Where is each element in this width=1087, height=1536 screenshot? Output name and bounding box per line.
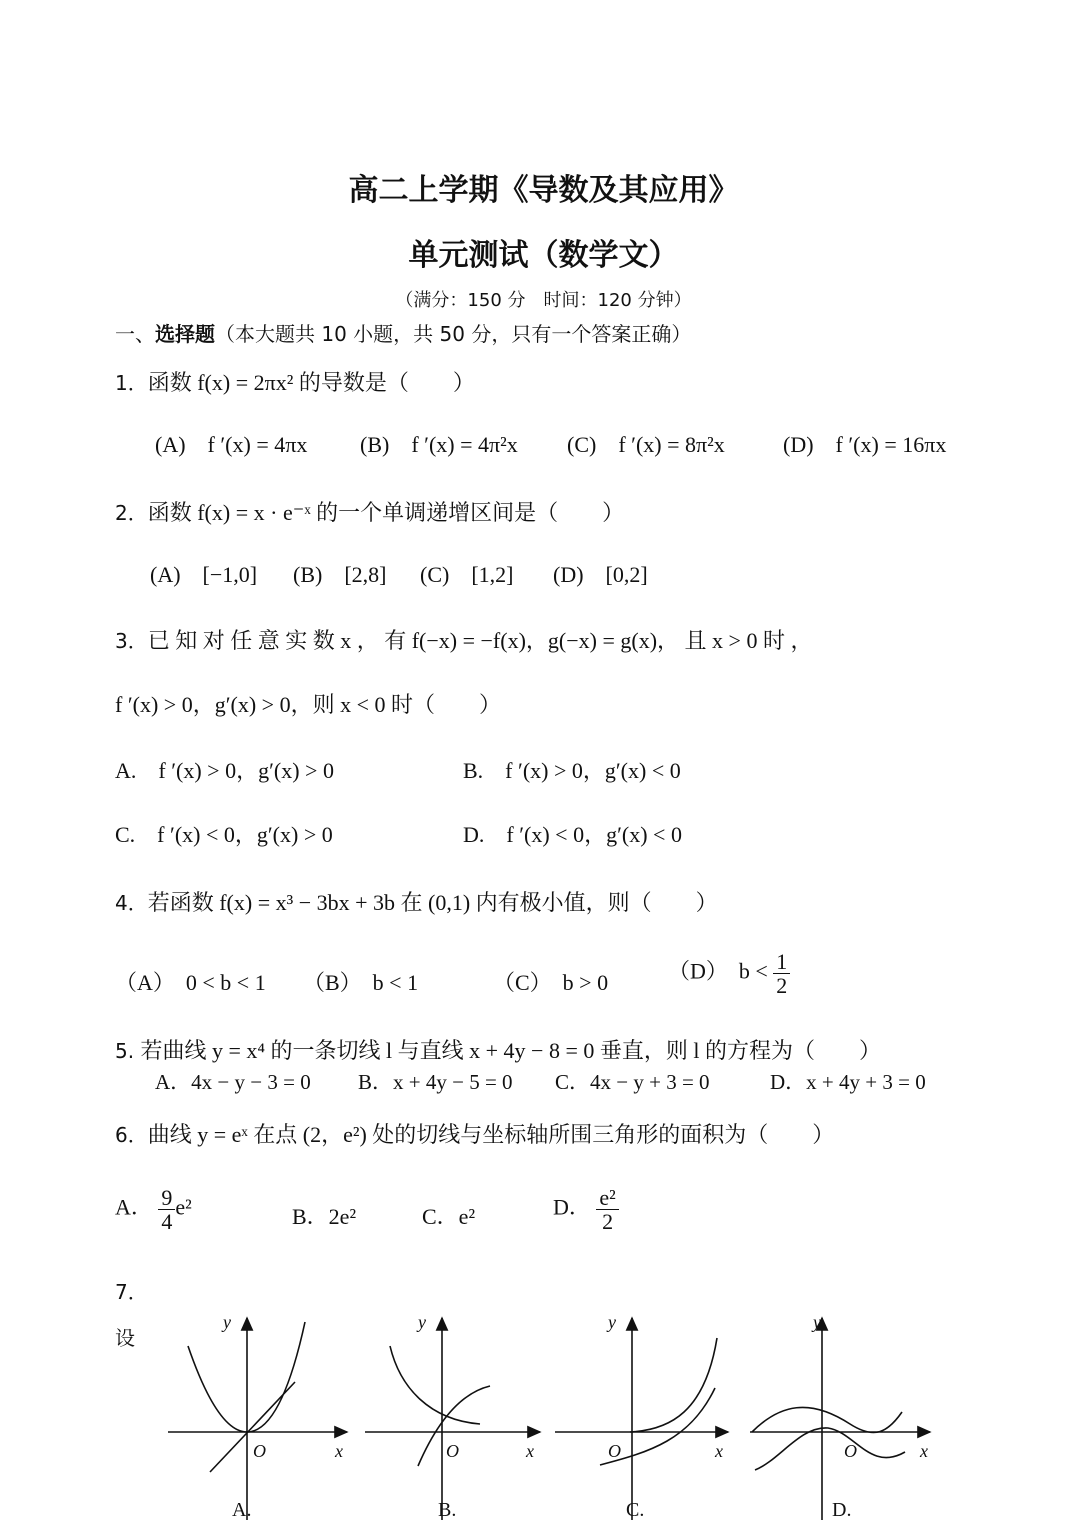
question-text: 函数 f(x) = 2πx² 的导数是（ ） [147, 370, 475, 395]
q6-option-d [553, 1186, 619, 1233]
q5-option-b: B．x + 4y − 5 = 0 [358, 1070, 513, 1094]
q5-option-c: C．4x − y + 3 = 0 [555, 1070, 710, 1094]
question-text-line1: 已 知 对 任 意 实 数 x ， 有 f(−x) = −f(x)，g(−x) = g(x)， 且 x > 0 时 ， [147, 628, 813, 653]
graph-d-y-label: y [813, 1312, 821, 1332]
q4-option-c: （C） b > 0 [493, 970, 609, 995]
graph-b [365, 1318, 540, 1520]
q6-option-a-fraction [158, 1186, 175, 1233]
q4-option-d-prefix: （D） b < [668, 958, 768, 984]
question-7-number: 7． [115, 1280, 148, 1304]
graph-d-origin-label: O [844, 1441, 857, 1461]
graph-c [555, 1318, 728, 1520]
graph-d [750, 1318, 930, 1520]
q1-option-c: (C) f ′(x) = 8π²x [567, 432, 725, 457]
q6-option-d-fraction [596, 1186, 618, 1233]
q2-option-c: (C) [1,2] [420, 562, 514, 587]
question-7-lead: 设 [115, 1326, 135, 1350]
graph-d-caption: D. [832, 1499, 852, 1521]
curve-wave-lower [755, 1428, 905, 1470]
q6-option-d-prefix: D． [553, 1194, 591, 1220]
graph-c-y-label: y [608, 1312, 616, 1332]
question-text: 若函数 f(x) = x³ − 3bx + 3b 在 (0,1) 内有极小值，则（ ） [147, 890, 718, 915]
graph-c-x-label: x [715, 1441, 723, 1461]
graph-c-caption: C. [626, 1499, 645, 1521]
question-number: 3． [115, 629, 148, 653]
section-heading [115, 318, 691, 347]
q4-option-d-fraction [773, 950, 790, 997]
q1-option-b: (B) f ′(x) = 4π²x [360, 432, 518, 457]
question-4 [115, 886, 718, 917]
graph-b-origin-label: O [446, 1441, 459, 1461]
question-number: 1． [115, 371, 148, 395]
question-5 [115, 1034, 881, 1065]
question-number: 2． [115, 501, 148, 525]
q3-option-c: C. f ′(x) < 0，g′(x) > 0 [115, 822, 333, 847]
q7-graphs [150, 1300, 950, 1530]
q6-option-a [115, 1186, 192, 1233]
q3-option-b: B. f ′(x) > 0，g′(x) < 0 [463, 758, 681, 783]
graph-b-caption: B. [438, 1499, 457, 1521]
question-number: 4． [115, 891, 148, 915]
graph-a-x-label: x [335, 1441, 343, 1461]
graph-b-x-label: x [526, 1441, 534, 1461]
question-6 [115, 1118, 834, 1149]
question-2 [115, 496, 624, 527]
question-text: 若曲线 y = x⁴ 的一条切线 l 与直线 x + 4y − 8 = 0 垂直，则 l 的方程为（ ） [140, 1038, 881, 1063]
q6-option-a-suffix: e² [175, 1194, 192, 1220]
page-title: 高二上学期《导数及其应用》 [348, 173, 739, 208]
q1-option-d: (D) f ′(x) = 16πx [783, 432, 947, 457]
question-1 [115, 366, 475, 397]
question-3 [115, 624, 812, 655]
curve-decreasing [390, 1346, 480, 1424]
page-subtitle-title: 单元测试（数学文） [408, 238, 679, 273]
question-3-line2: f ′(x) > 0，g′(x) > 0，则 x < 0 时（ ） [115, 692, 501, 717]
q5-option-a: A．4x − y − 3 = 0 [155, 1070, 311, 1094]
fraction-numerator: 1 [773, 950, 790, 974]
q2-option-b: (B) [2,8] [293, 562, 387, 587]
fraction-denominator: 2 [602, 1209, 614, 1235]
graph-a [168, 1318, 347, 1520]
q6-option-a-prefix: A． [115, 1194, 153, 1220]
graph-d-x-label: x [920, 1441, 928, 1461]
q4-option-b: （B） b < 1 [303, 970, 419, 995]
question-number: 6． [115, 1123, 148, 1147]
fraction-numerator: 9 [158, 1186, 175, 1210]
question-text: 曲线 y = eˣ 在点 (2，e²) 处的切线与坐标轴所围三角形的面积为（ ） [147, 1122, 835, 1147]
question-text: 函数 f(x) = x · e⁻ˣ 的一个单调递增区间是（ ） [147, 500, 625, 525]
q6-option-c: C．e² [422, 1204, 476, 1229]
section-title: 选择题 [155, 322, 215, 346]
q4-option-a: （A） 0 < b < 1 [115, 970, 266, 995]
q3-option-d: D. f ′(x) < 0，g′(x) < 0 [463, 822, 682, 847]
section-prefix: 一、 [115, 322, 155, 346]
graph-a-y-label: y [223, 1312, 231, 1332]
fraction-denominator: 2 [776, 973, 788, 999]
q2-option-d: (D) [0,2] [553, 562, 648, 587]
q6-option-b: B．2e² [292, 1204, 357, 1229]
curve-upper [630, 1338, 717, 1432]
question-number: 5. [115, 1039, 135, 1063]
q2-option-a: (A) [−1,0] [150, 562, 258, 587]
curve-wave-upper [752, 1407, 902, 1432]
q5-option-d: D．x + 4y + 3 = 0 [770, 1070, 926, 1094]
graph-c-origin-label: O [608, 1441, 621, 1461]
fraction-numerator: e² [596, 1186, 618, 1210]
graph-a-origin-label: O [253, 1441, 266, 1461]
section-note: （本大题共 10 小题，共 50 分，只有一个答案正确） [215, 322, 692, 346]
graph-b-y-label: y [418, 1312, 426, 1332]
fraction-denominator: 4 [161, 1209, 173, 1235]
q1-option-a: (A) f ′(x) = 4πx [155, 432, 308, 457]
q3-option-a: A. f ′(x) > 0，g′(x) > 0 [115, 758, 334, 783]
graph-a-caption: A. [232, 1499, 252, 1521]
q4-option-d [668, 950, 790, 997]
score-time-info: （满分：150 分 时间：120 分钟） [395, 290, 692, 311]
